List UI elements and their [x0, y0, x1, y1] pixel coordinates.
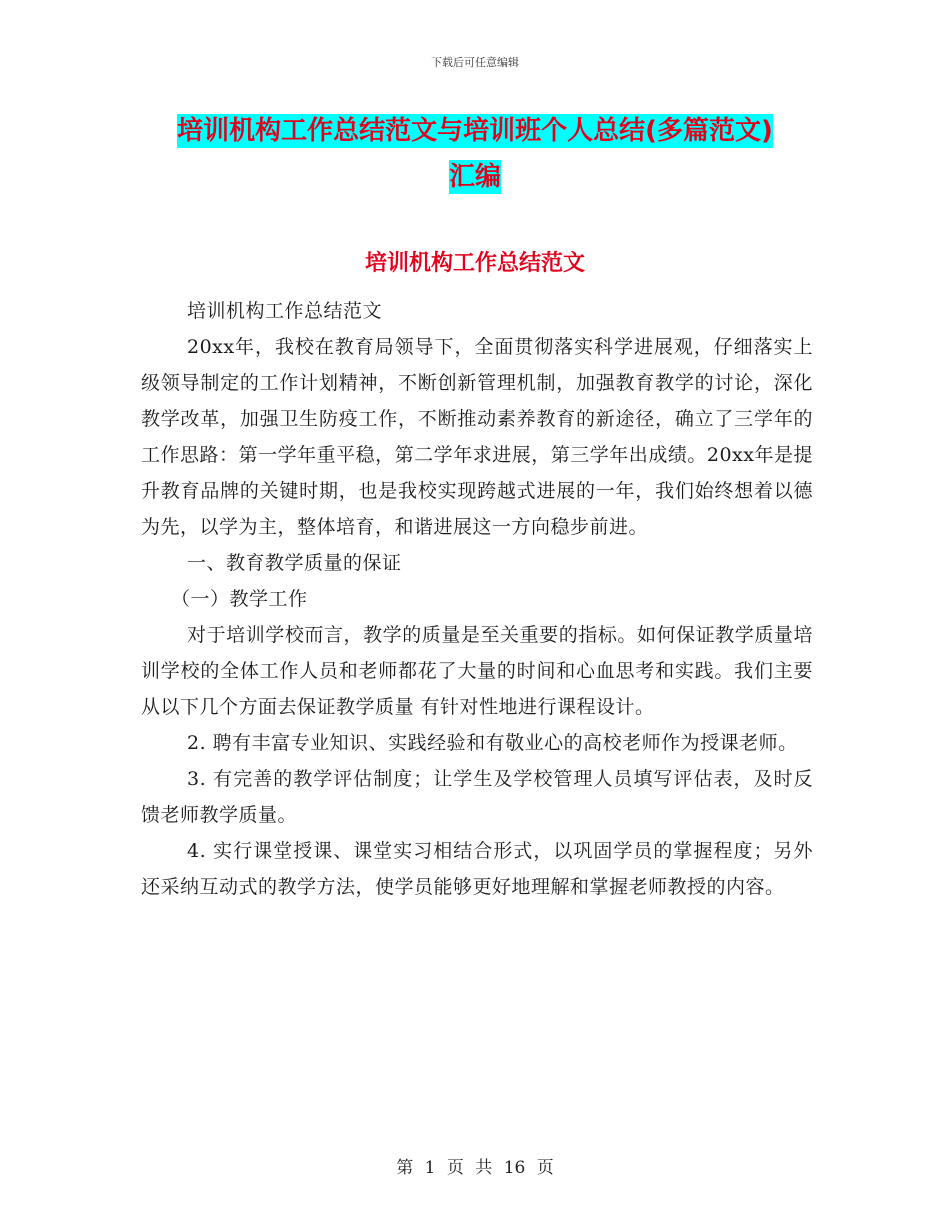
list-item-4: 4. 实行课堂授课、课堂实习相结合形式，以巩固学员的掌握程度；另外还采纳互动式的教学方法，使学员能够更好地理解和掌握老师教授的内容。	[141, 840, 813, 898]
heading-quality: 一、教育教学质量的保证	[187, 552, 402, 574]
title-line-1: 培训机构工作总结范文与培训班个人总结(多篇范文)	[177, 116, 773, 146]
paragraph-intro: 20xx年，我校在教育局领导下，全面贯彻落实科学进展观，仔细落实上级领导制定的工作计划精神，不断创新管理机制，加强教育教学的讨论，深化教学改革，加强卫生防疫工作，不断推动素养教育的新途径，确立了三学年的工作思路：第一学年重平稳，第二学年求进展，第三学年出成绩。20xx年是提升教育品牌的关键时期，也是我校实现跨越式进展的一年，我们始终想着以德为先，以学为主，整体培育，和谐进展这一方向稳步前进。	[141, 336, 813, 538]
header-note: 下载后可任意编辑	[431, 56, 519, 69]
section-title: 培训机构工作总结范文	[364, 251, 585, 276]
document-body	[141, 293, 813, 905]
list-item-3: 3. 有完善的教学评估制度；让学生及学校管理人员填写评估表，及时反馈老师教学质量。	[141, 768, 813, 826]
document-title	[140, 108, 810, 200]
paragraph-subtitle: 培训机构工作总结范文	[187, 300, 383, 322]
heading-teaching: （一）教学工作	[171, 588, 308, 610]
list-item-2: 2. 聘有丰富专业知识、实践经验和有敬业心的高校老师作为授课老师。	[187, 732, 798, 754]
title-line-2: 汇编	[448, 162, 501, 192]
page-footer: 第 1 页 共 16 页	[396, 1158, 554, 1178]
paragraph-teaching-quality: 对于培训学校而言，教学的质量是至关重要的指标。如何保证教学质量培训学校的全体工作人员和老师都花了大量的时间和心血思考和实践。我们主要从以下几个方面去保证教学质量 有针对性地进行课程设计。	[141, 624, 813, 718]
